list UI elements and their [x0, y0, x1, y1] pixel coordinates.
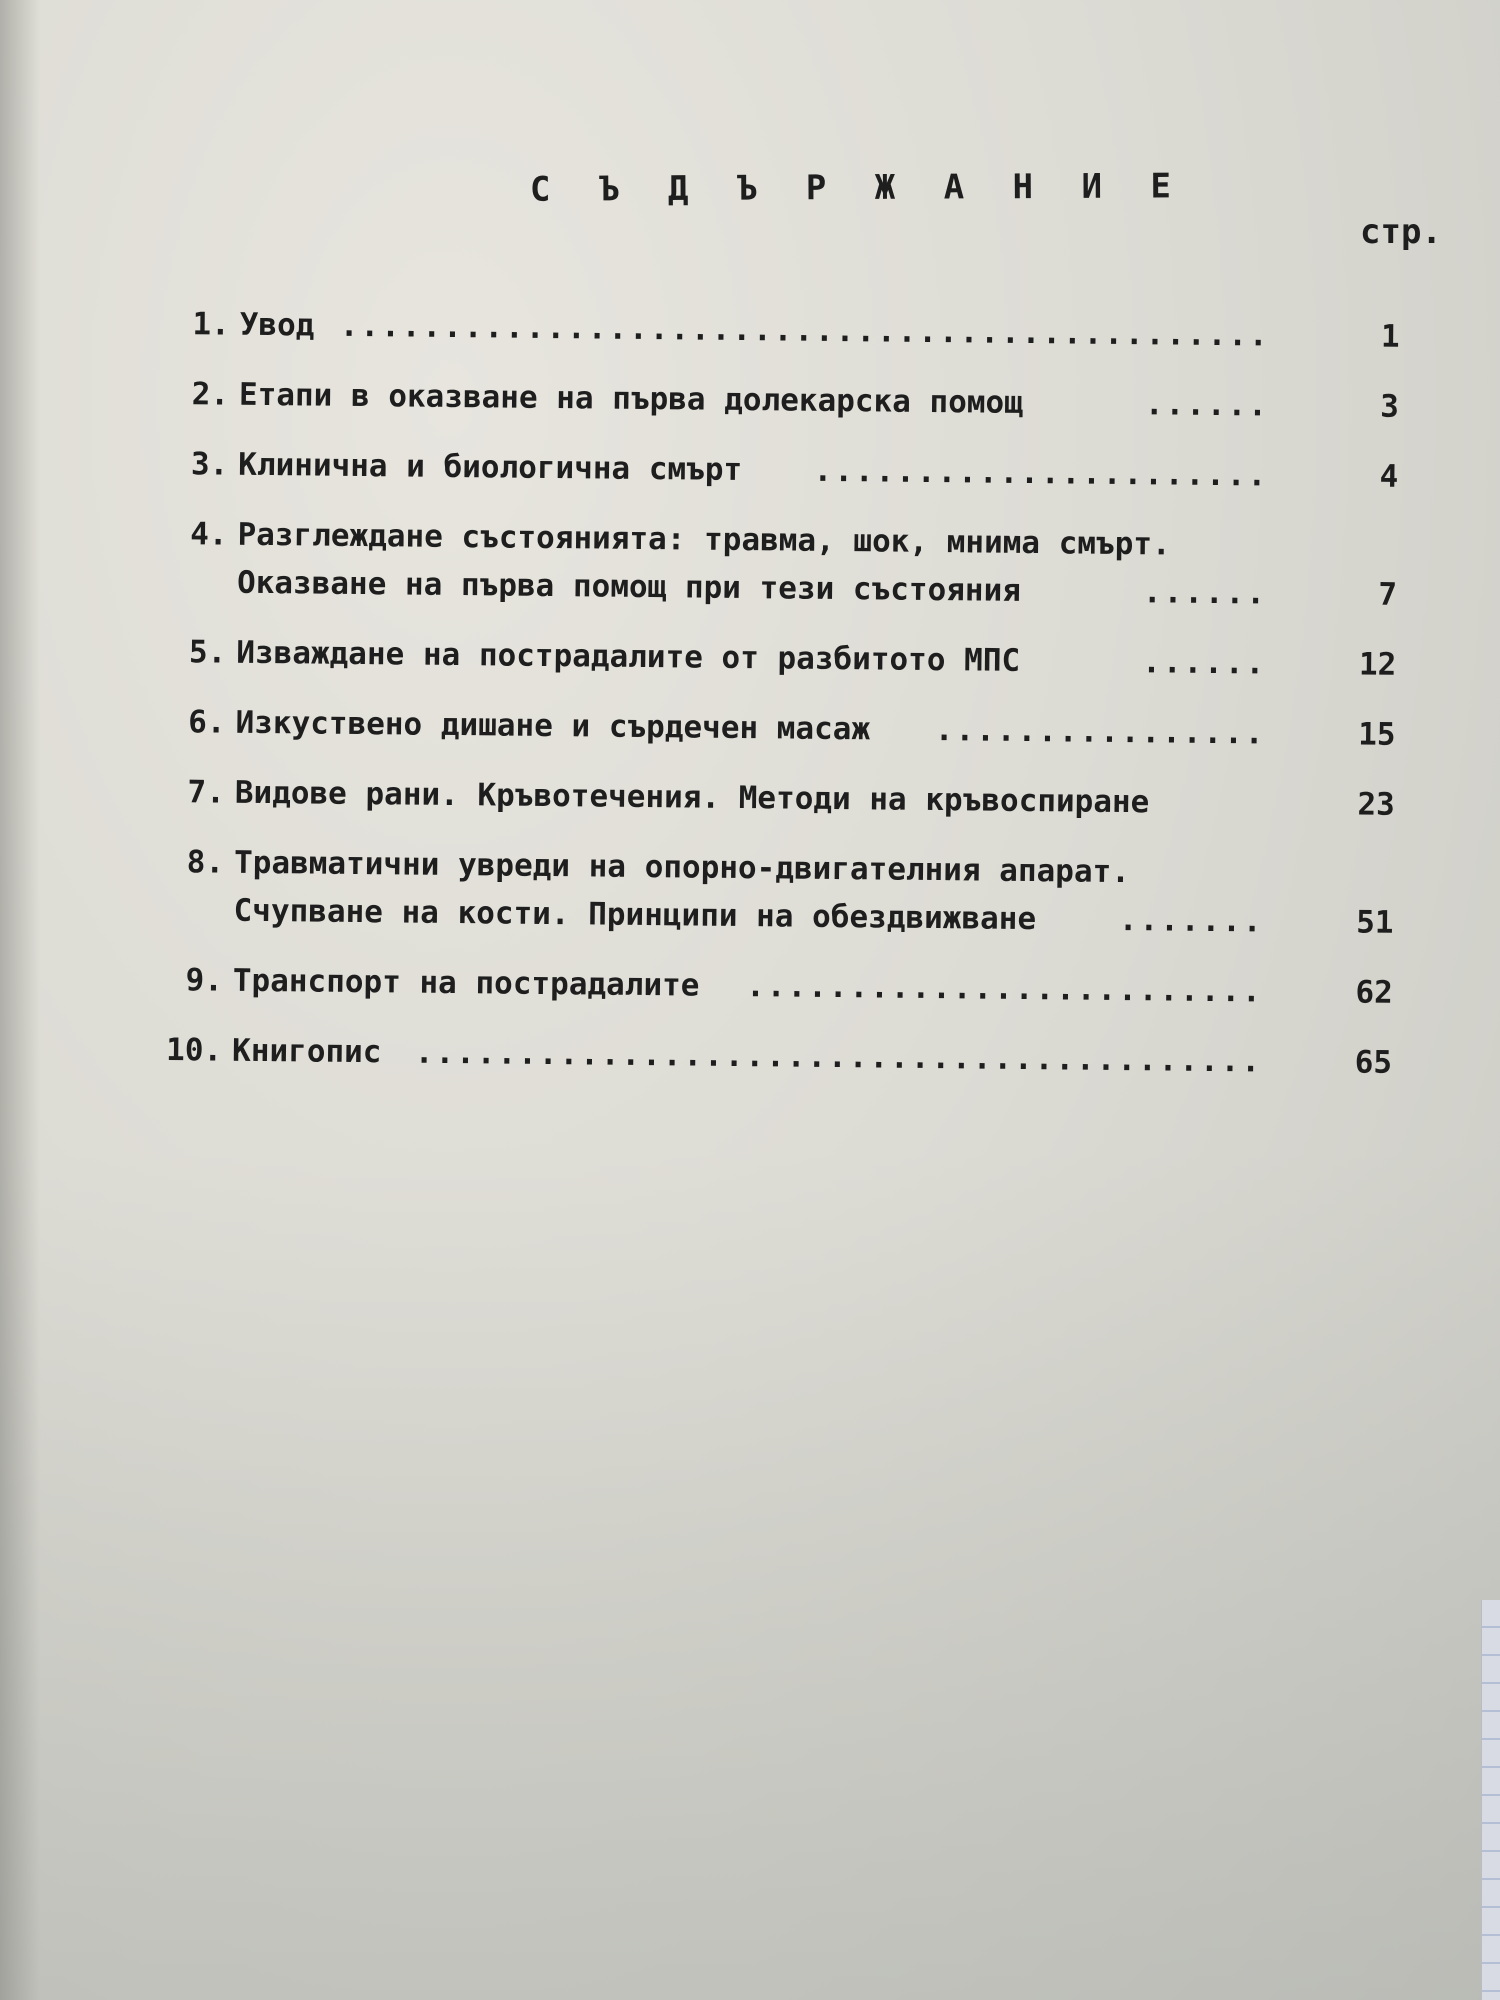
toc-entry-number: 3. [190, 446, 229, 483]
toc-entry-line [166, 628, 1396, 689]
toc-entry-number: 2. [191, 376, 230, 413]
toc-entry-title: Разглеждане състоянията: травма, шок, мнима смърт. [237, 516, 1171, 563]
toc-entry [163, 956, 1393, 1017]
page-lower-shade [0, 1150, 1500, 2000]
toc-page-number: 3 [1380, 388, 1400, 425]
page-heading: С Ъ Д Ъ Р Ж А Н И Е [529, 166, 1186, 210]
toc-entry-title-continued: Счупване на кости. Принципи на обездвижване [233, 892, 1037, 938]
toc-page-number: 23 [1357, 786, 1395, 823]
toc-dot-leader: ...... [1142, 644, 1267, 682]
toc-entry-number: 10. [165, 1032, 223, 1069]
toc-entry [169, 300, 1399, 361]
toc-page-number: 7 [1378, 576, 1398, 613]
toc-page-number: 62 [1355, 974, 1394, 1011]
toc-entry-title: Етапи в оказване на първа долекарска помощ [238, 376, 1024, 421]
toc-entry-number: 8. [186, 844, 225, 881]
toc-dot-leader: ................ [934, 712, 1266, 752]
toc-entry [167, 510, 1398, 619]
toc-entry-title: Видове рани. Кръвотечения. Методи на кръвоспиране [234, 774, 1150, 821]
toc-entry-line [168, 440, 1398, 501]
toc-dot-leader: ......................... [746, 968, 1264, 1010]
toc-entry [169, 370, 1399, 431]
toc-entry-number: 7. [187, 774, 226, 811]
toc-entry-title: Изкуствено дишане и сърдечен масаж [235, 704, 871, 748]
toc-entry-line [162, 1026, 1392, 1087]
page-column-label: стр. [1360, 212, 1442, 252]
toc-page-number: 12 [1358, 646, 1397, 683]
toc-entry [165, 768, 1395, 829]
toc-entry-title: Увод [239, 306, 315, 344]
toc-dot-leader: ...... [1144, 386, 1270, 424]
toc-entry-line [165, 698, 1395, 759]
notebook-paper-edge [1481, 1600, 1500, 2000]
toc-dot-leader: ...................... [813, 452, 1269, 494]
toc-entry-title: Изваждане на пострадалите от разбитото МПС [236, 634, 1021, 679]
toc-entry-number: 1. [192, 306, 230, 343]
table-of-contents [162, 300, 1400, 1109]
toc-entry [168, 440, 1398, 501]
toc-entry-title: Книгопис [231, 1032, 382, 1071]
toc-entry-title: Клинична и биологична смърт [238, 446, 743, 488]
toc-entry-line [169, 300, 1399, 361]
toc-entry [162, 1026, 1392, 1087]
toc-entry-number: 9. [185, 962, 224, 999]
toc-entry-title: Транспорт на пострадалите [232, 962, 700, 1004]
toc-page-number: 4 [1379, 458, 1399, 495]
toc-dot-leader: ...... [1142, 574, 1268, 612]
toc-entry-title-continued: Оказване на първа помощ при тези състояния [236, 564, 1022, 609]
toc-entry [166, 628, 1396, 689]
toc-entry [163, 838, 1394, 947]
toc-entry [165, 698, 1395, 759]
toc-page-number: 51 [1356, 904, 1394, 941]
toc-entry-number: 6. [188, 704, 226, 741]
toc-dot-leader: ....... [1118, 901, 1264, 940]
toc-page-number: 65 [1354, 1044, 1393, 1081]
toc-entry-title: Травматични увреди на опорно-двигателния апарат. [233, 844, 1131, 891]
toc-dot-leader: ......................................... [414, 1034, 1263, 1080]
toc-entry-line [169, 370, 1399, 431]
toc-dot-leader: ............................................. [339, 307, 1270, 354]
toc-entry-line [165, 768, 1395, 829]
toc-page-number: 15 [1357, 716, 1396, 753]
toc-entry-number: 5. [188, 634, 227, 671]
toc-page-number: 1 [1380, 318, 1400, 355]
toc-entry-line [163, 956, 1393, 1017]
toc-entry-number: 4. [190, 516, 228, 553]
